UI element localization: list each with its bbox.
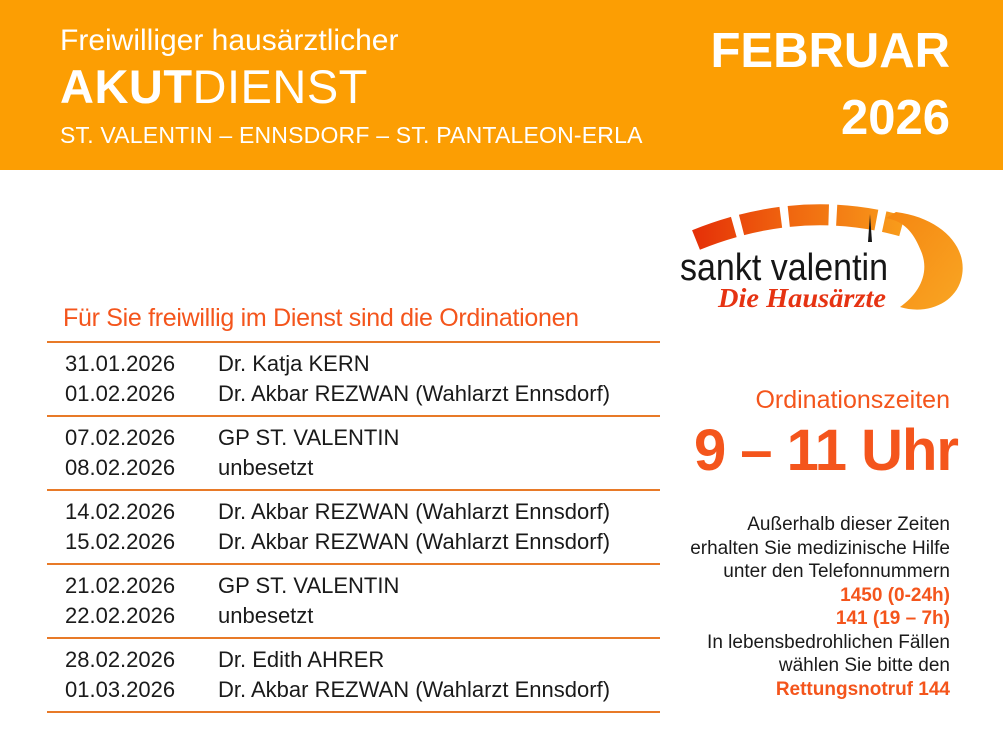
duty-doctor: GP ST. VALENTIN: [218, 573, 400, 598]
emergency-number: 141 (19 – 7h): [835, 608, 950, 629]
header-month-year: [710, 18, 950, 152]
info-text-line: Außerhalb dieser Zeiten: [747, 514, 950, 535]
duty-date: 31.01.2026: [65, 351, 176, 376]
duty-doctor: GP ST. VALENTIN: [218, 425, 400, 450]
schedule-row: [47, 453, 660, 483]
schedule-heading: Für Sie freiwillig im Dienst sind die Ordinationen: [63, 304, 579, 332]
schedule-row: [47, 571, 660, 601]
info-text-line: wählen Sie bitte den: [778, 655, 950, 676]
office-hours-label: Ordinationszeiten: [755, 386, 950, 414]
duty-doctor: Dr. Katja KERN: [218, 351, 370, 376]
info-text-line: unter den Telefonnummern: [723, 561, 950, 582]
duty-date: 15.02.2026: [65, 529, 176, 554]
schedule-group: [47, 637, 660, 711]
schedule-row: [47, 497, 660, 527]
duty-date: 21.02.2026: [65, 573, 176, 598]
schedule-table: [47, 341, 660, 713]
header-year: 2026: [840, 91, 950, 145]
header-title: [60, 60, 643, 114]
header-banner: [0, 0, 1003, 170]
logo-tagline: Die Hausärzte: [716, 283, 887, 313]
header-municipalities: ST. VALENTIN – ENNSDORF – ST. PANTALEON-ERLA: [60, 122, 643, 148]
duty-date: 07.02.2026: [65, 425, 176, 450]
duty-date: 01.02.2026: [65, 381, 176, 406]
office-hours-time: 9 – 11 Uhr: [693, 418, 958, 483]
duty-doctor: unbesetzt: [218, 603, 314, 628]
schedule-group: [47, 415, 660, 489]
info-block: [620, 513, 950, 701]
logo-sankt-valentin: [680, 196, 970, 314]
header-month: FEBRUAR: [710, 24, 950, 78]
duty-doctor: Dr. Akbar REZWAN (Wahlarzt Ennsdorf): [218, 499, 611, 524]
logo-graphic: [680, 196, 970, 314]
header-subtitle: Freiwilliger hausärztlicher: [60, 24, 399, 57]
info-text-line: erhalten Sie medizinische Hilfe: [690, 537, 950, 559]
duty-doctor: Dr. Akbar REZWAN (Wahlarzt Ennsdorf): [218, 677, 611, 702]
emergency-number: Rettungsnotruf 144: [775, 678, 950, 700]
duty-date: 01.03.2026: [65, 677, 176, 702]
duty-date: 28.02.2026: [65, 647, 176, 672]
schedule-row: [47, 601, 660, 631]
duty-doctor: Dr. Akbar REZWAN (Wahlarzt Ennsdorf): [218, 381, 611, 406]
schedule-row: [47, 379, 660, 409]
emergency-number: 1450 (0-24h): [840, 584, 950, 606]
schedule-group: [47, 489, 660, 563]
duty-doctor: Dr. Akbar REZWAN (Wahlarzt Ennsdorf): [218, 529, 611, 554]
header-title-block: [60, 22, 643, 150]
duty-doctor: unbesetzt: [218, 455, 314, 480]
header-title-rest: DIENST: [192, 60, 368, 113]
duty-date: 08.02.2026: [65, 455, 176, 480]
duty-date: 22.02.2026: [65, 603, 176, 628]
header-title-bold: AKUT: [60, 60, 193, 113]
duty-date: 14.02.2026: [65, 499, 176, 524]
schedule-row: [47, 423, 660, 453]
duty-doctor: Dr. Edith AHRER: [218, 647, 385, 672]
logo-name: sankt valentin: [680, 247, 888, 289]
info-text-line: In lebensbedrohlichen Fällen: [707, 631, 950, 653]
schedule-row: [47, 349, 660, 379]
schedule-row: [47, 675, 660, 705]
schedule-group: [47, 341, 660, 415]
schedule-row: [47, 527, 660, 557]
schedule-row: [47, 645, 660, 675]
schedule-group: [47, 563, 660, 637]
